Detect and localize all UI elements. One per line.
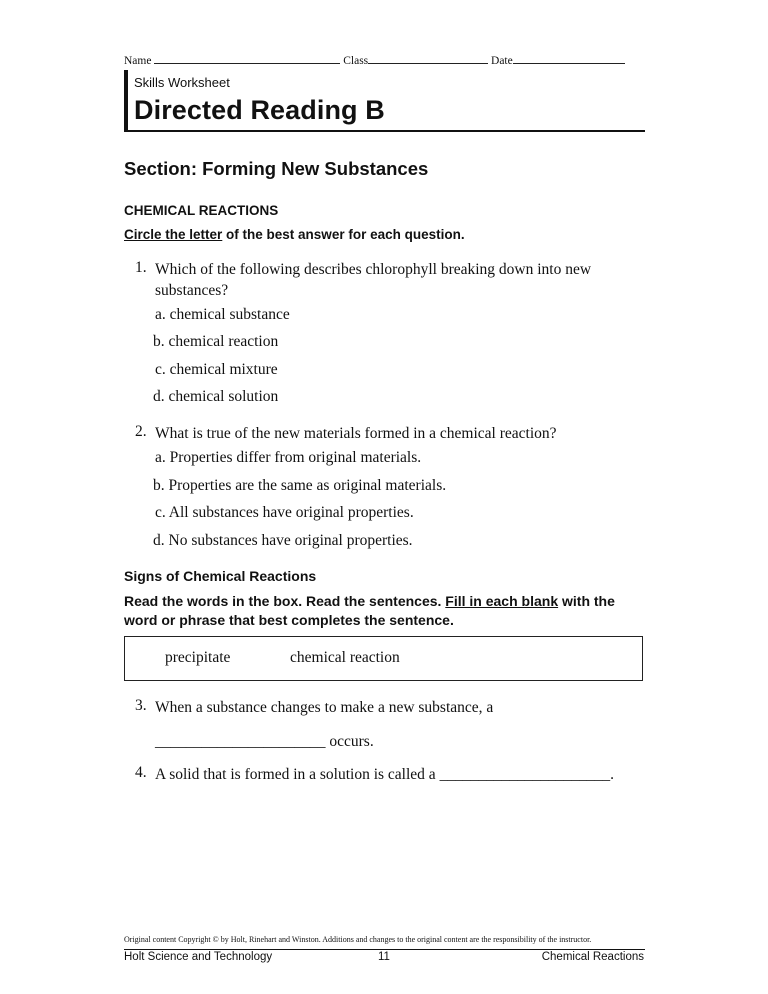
word-bank-item: chemical reaction	[290, 649, 400, 666]
answer-option[interactable]: a. Properties differ from original materials.	[155, 449, 422, 466]
question-line: Which of the following describes chlorophyll breaking down into new	[155, 261, 592, 278]
part2-instruction	[124, 592, 649, 630]
answer-blank[interactable]: ______________________	[439, 766, 611, 783]
part1-instruction	[124, 227, 465, 242]
question-3-end: occurs.	[325, 733, 374, 750]
instruction-rest: of the best answer for each question.	[222, 227, 465, 242]
instruction-underlined: Fill in each blank	[445, 593, 559, 609]
answer-option[interactable]: d. No substances have original properties.	[153, 532, 413, 549]
class-blank[interactable]	[368, 53, 488, 64]
footer-rule	[124, 949, 645, 950]
word-bank-item: precipitate	[165, 649, 231, 666]
question-3-line2	[155, 731, 374, 752]
instruction-part1: Read the words in the box. Read the sentences.	[124, 593, 446, 609]
title-rule	[124, 130, 645, 132]
footer-publisher: Holt Science and Technology	[124, 951, 273, 963]
copyright-note: Original content Copyright © by Holt, Rinehart and Winston. Additions and changes to the original content are the responsibility of the instructor.	[124, 935, 592, 944]
answer-option[interactable]: d. chemical solution	[153, 388, 279, 405]
answer-option[interactable]: a. chemical substance	[155, 306, 290, 323]
class-label: Class	[343, 55, 369, 67]
question-1-text	[155, 259, 635, 301]
question-4-end: .	[610, 766, 614, 783]
worksheet-title: Directed Reading B	[134, 95, 385, 125]
question-number: 4.	[135, 764, 147, 781]
question-4-text	[155, 764, 614, 785]
date-blank[interactable]	[513, 53, 625, 64]
instruction-underlined: Circle the letter	[124, 227, 223, 242]
date-label: Date	[491, 55, 513, 67]
answer-option[interactable]: b. chemical reaction	[153, 333, 279, 350]
answer-option[interactable]: c. chemical mixture	[155, 361, 278, 378]
question-number: 2.	[135, 423, 147, 440]
part1-heading: CHEMICAL REACTIONS	[124, 203, 279, 218]
name-blank[interactable]	[154, 53, 340, 64]
name-label: Name	[124, 55, 152, 67]
question-number: 3.	[135, 697, 147, 714]
footer-chapter: Chemical Reactions	[541, 951, 644, 963]
page-number: 11	[378, 951, 390, 963]
answer-option[interactable]: b. Properties are the same as original materials.	[153, 477, 447, 494]
answer-option[interactable]: c. All substances have original properties.	[155, 504, 414, 521]
question-3-text: When a substance changes to make a new substance, a	[155, 699, 494, 716]
student-info-line	[124, 53, 644, 67]
section-title: Section: Forming New Substances	[124, 158, 429, 179]
question-2-text: What is true of the new materials formed in a chemical reaction?	[155, 425, 557, 442]
worksheet-type: Skills Worksheet	[134, 75, 230, 90]
answer-blank[interactable]: ______________________	[155, 733, 326, 750]
question-number: 1.	[135, 259, 147, 276]
instruction-part2: with the word or phrase that best completes the sentence.	[124, 593, 615, 628]
title-side-bar	[124, 70, 128, 132]
question-4-stem: A solid that is formed in a solution is called a	[155, 766, 440, 783]
part2-heading: Signs of Chemical Reactions	[124, 568, 317, 584]
question-line: substances?	[155, 282, 229, 299]
